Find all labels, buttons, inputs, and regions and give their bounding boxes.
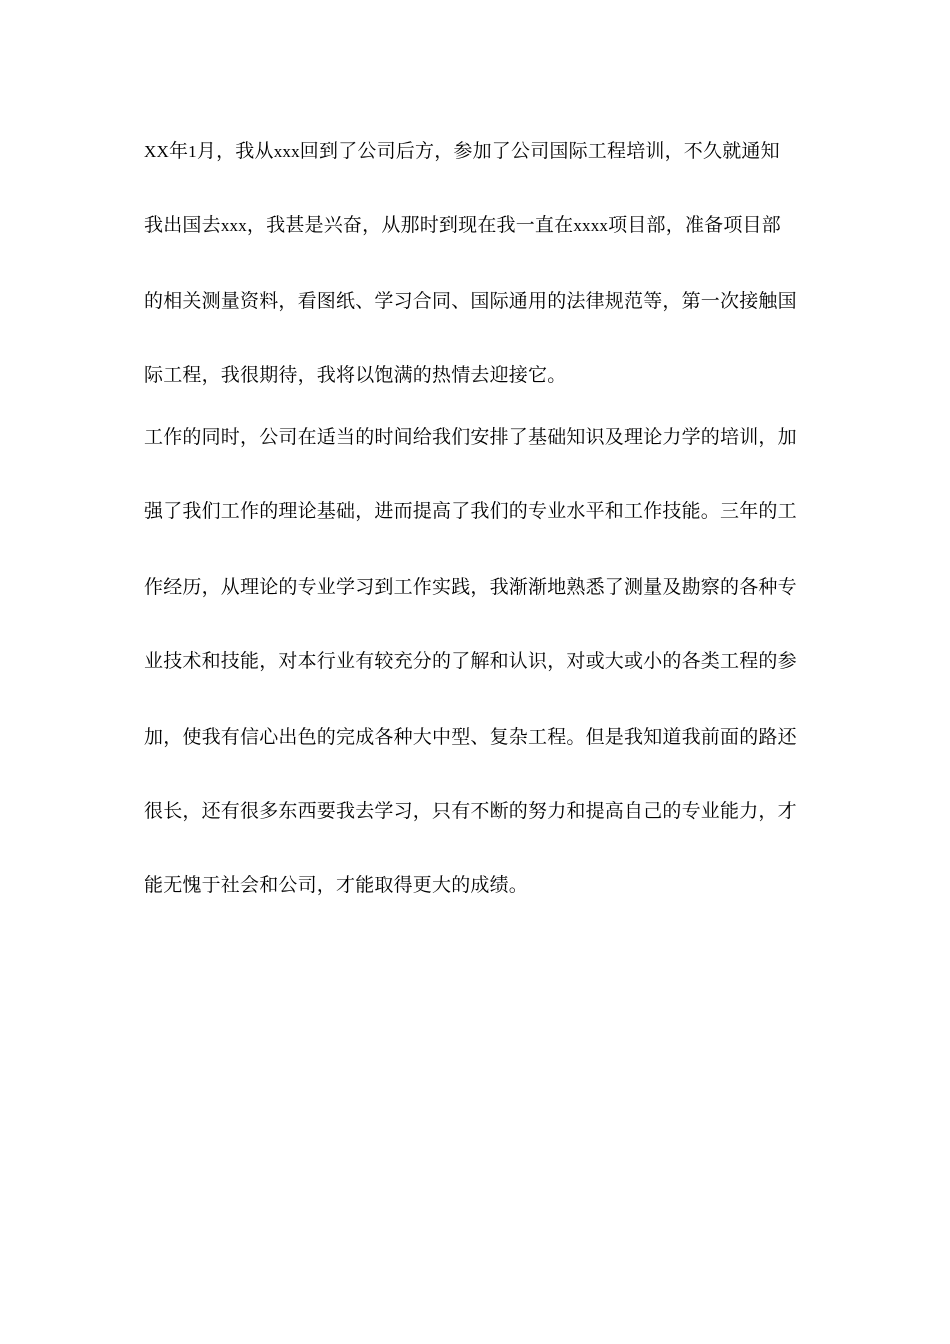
paragraph-2-line-5: 加，使我有信心出色的完成各种大中型、复杂工程。但是我知道我前面的路还	[144, 726, 797, 748]
text-fragment: XX	[144, 142, 169, 161]
paragraph-2-line-3: 作经历，从理论的专业学习到工作实践，我渐渐地熟悉了测量及勘察的各种专	[144, 576, 797, 598]
paragraph-1-line-2	[144, 213, 809, 238]
text-fragment: xxxx	[573, 216, 609, 235]
paragraph-2-line-2: 强了我们工作的理论基础，进而提高了我们的专业水平和工作技能。三年的工	[144, 500, 797, 522]
text-fragment: xxx	[273, 142, 300, 161]
paragraph-2-line-4: 业技术和技能，对本行业有较充分的了解和认识，对或大或小的各类工程的参	[144, 650, 797, 672]
text-fragment: 回到了公司后方，参加了公司国际工程培训，不久就通知	[299, 140, 780, 162]
text-fragment: xxx	[220, 216, 247, 235]
text-fragment: 年	[168, 140, 189, 162]
paragraph-2-line-6: 很长，还有很多东西要我去学习，只有不断的努力和提高自己的专业能力，才	[144, 800, 797, 822]
paragraph-1-line-1	[144, 139, 809, 164]
text-fragment: 月，我从	[196, 140, 274, 162]
paragraph-1-line-3: 的相关测量资料，看图纸、学习合同、国际通用的法律规范等，第一次接触国	[144, 290, 797, 312]
text-fragment: 我出国去	[144, 214, 221, 236]
paragraph-1-line-4: 际工程，我很期待，我将以饱满的热情去迎接它。	[144, 364, 567, 386]
text-fragment: ，我甚是兴奋，从那时到现在我一直在	[246, 214, 574, 236]
paragraph-2-line-1: 工作的同时，公司在适当的时间给我们安排了基础知识及理论力学的培训，加	[144, 426, 797, 448]
text-fragment: 1	[188, 142, 197, 161]
text-fragment: 项目部，准备项目部	[608, 214, 781, 236]
paragraph-2-line-7: 能无愧于社会和公司，才能取得更大的成绩。	[144, 874, 529, 896]
